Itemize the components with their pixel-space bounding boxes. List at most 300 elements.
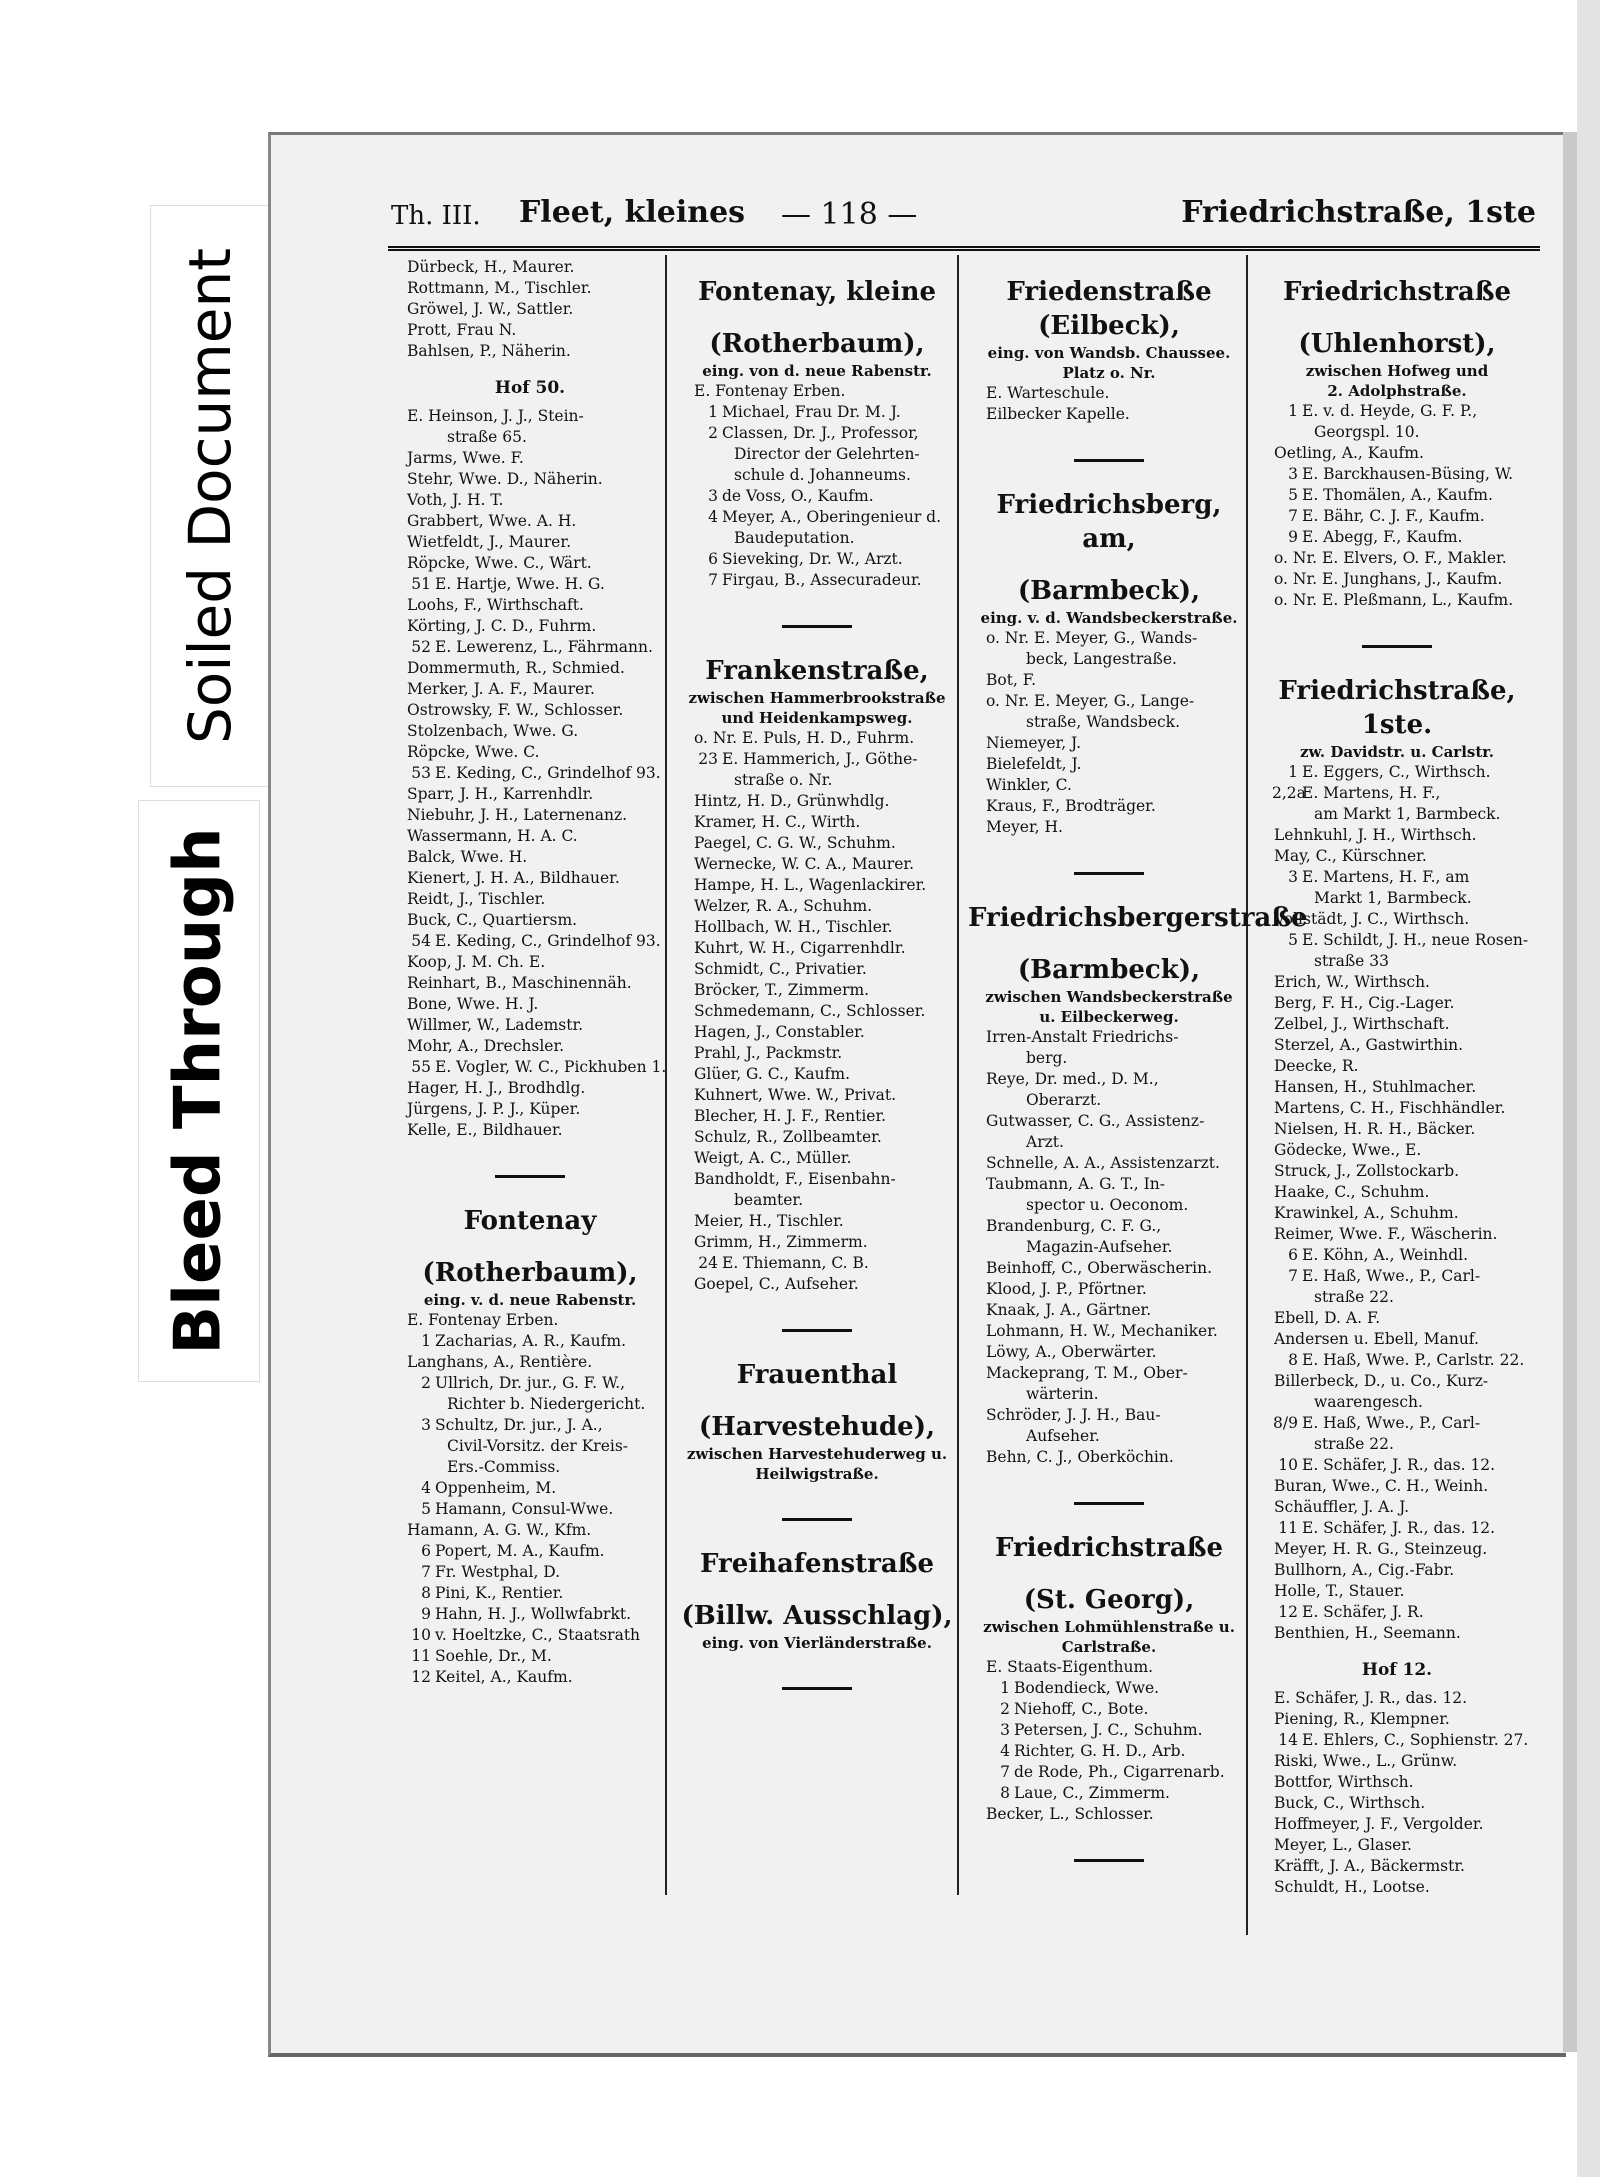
entry-text: Bröcker, T., Zimmerm.	[694, 981, 870, 999]
directory-entry	[676, 749, 958, 770]
street-subheading: zwischen Harvestehuderweg u.	[686, 1445, 948, 1463]
entry-text: Soehle, Dr., M.	[435, 1647, 552, 1665]
entry-text: Zelbel, J., Wirthschaft.	[1274, 1015, 1450, 1033]
directory-entry	[968, 1027, 1250, 1048]
house-number: 8/9	[1273, 1414, 1298, 1432]
entry-text: Schmidt, C., Privatier.	[694, 960, 867, 978]
house-number: 3	[1288, 465, 1298, 483]
section-divider	[1074, 1502, 1144, 1505]
entry-text: Kuhnert, Wwe. W., Privat.	[694, 1086, 897, 1104]
directory-entry	[676, 854, 958, 875]
entry-text: Weigt, A. C., Müller.	[694, 1149, 852, 1167]
directory-entry	[1256, 1455, 1538, 1476]
entry-text: o. Nr. E. Meyer, G., Lange-	[986, 692, 1195, 710]
directory-entry	[1256, 590, 1538, 611]
entry-text: Ers.-Commiss.	[447, 1458, 561, 1476]
directory-entry	[968, 1657, 1250, 1678]
house-number: 11	[1278, 1519, 1298, 1537]
entry-text: Grabbert, Wwe. A. H.	[407, 512, 577, 530]
entry-text: Richter b. Niedergericht.	[447, 1395, 646, 1413]
entry-text: Baudeputation.	[734, 529, 855, 547]
directory-entry	[968, 1258, 1250, 1279]
house-number: 3	[708, 487, 718, 505]
directory-entry	[389, 257, 671, 278]
entry-text: Deecke, R.	[1274, 1057, 1359, 1075]
entry-continuation	[1256, 1287, 1538, 1308]
entry-text: straße o. Nr.	[734, 771, 833, 789]
entry-text: Georgspl. 10.	[1314, 423, 1420, 441]
directory-entry	[676, 549, 958, 570]
directory-entry	[389, 595, 671, 616]
directory-entry	[1256, 1602, 1538, 1623]
court-heading: Hof 12.	[1361, 1660, 1433, 1680]
directory-entry	[1256, 1329, 1538, 1350]
street-subheading: und Heidenkampsweg.	[721, 709, 913, 727]
house-number: 3	[1000, 1721, 1010, 1739]
entry-text: Gutwasser, C. G., Assistenz-	[986, 1112, 1205, 1130]
entry-text: o. Nr. E. Meyer, G., Wands-	[986, 629, 1198, 647]
directory-entry	[676, 381, 958, 402]
house-number: 2	[1000, 1700, 1010, 1718]
entry-text: Koop, J. M. Ch. E.	[407, 953, 546, 971]
entry-text: E. Thomälen, A., Kaufm.	[1302, 486, 1493, 504]
entry-text: Oppenheim, M.	[435, 1479, 557, 1497]
entry-continuation	[389, 1436, 671, 1457]
directory-entry	[676, 570, 958, 591]
directory-entry	[1256, 1539, 1538, 1560]
directory-entry	[968, 1699, 1250, 1720]
entry-continuation	[389, 427, 671, 448]
directory-entry	[1256, 1814, 1538, 1835]
entry-text: Director der Gelehrten-	[734, 445, 920, 463]
entry-text: de Rode, Ph., Cigarrenarb.	[1014, 1763, 1225, 1781]
entry-text: Piening, R., Klempner.	[1274, 1710, 1450, 1728]
entry-text: Keitel, A., Kaufm.	[435, 1668, 573, 1686]
entry-text: E. Thiemann, C. B.	[722, 1254, 869, 1272]
entry-text: Brandenburg, C. F. G.,	[986, 1217, 1162, 1235]
directory-entry	[676, 833, 958, 854]
directory-entry	[1256, 1119, 1538, 1140]
entry-text: Zacharias, A. R., Kaufm.	[435, 1332, 626, 1350]
section-divider	[1362, 645, 1432, 648]
house-number: 9	[421, 1605, 431, 1623]
directory-entry	[968, 1321, 1250, 1342]
street-heading: (Barmbeck),	[1017, 576, 1201, 606]
entry-text: E. Heinson, J. J., Stein-	[407, 407, 584, 425]
entry-text: Buck, C., Quartiersm.	[407, 911, 578, 929]
entry-text: Jarms, Wwe. F.	[407, 449, 524, 467]
directory-entry	[389, 994, 671, 1015]
entry-text: Klood, J. P., Pförtner.	[986, 1280, 1147, 1298]
entry-text: Firgau, B., Assecuradeur.	[722, 571, 922, 589]
entry-text: E. Ehlers, C., Sophienstr. 27.	[1302, 1731, 1529, 1749]
street-subheading: eing. v. d. neue Rabenstr.	[423, 1291, 637, 1309]
directory-entry	[1256, 548, 1538, 569]
directory-entry	[389, 532, 671, 553]
directory-entry	[1256, 1560, 1538, 1581]
entry-text: Aufseher.	[1026, 1427, 1100, 1445]
directory-entry	[676, 728, 958, 749]
entry-text: Michael, Frau Dr. M. J.	[722, 403, 901, 421]
entry-text: o. Nr. E. Junghans, J., Kaufm.	[1274, 570, 1503, 588]
part-label: Th. III.	[391, 201, 481, 231]
directory-entry	[1256, 464, 1538, 485]
directory-entry	[1256, 1182, 1538, 1203]
directory-entry	[968, 1111, 1250, 1132]
directory-entry	[1256, 1623, 1538, 1644]
directory-entry	[1256, 1709, 1538, 1730]
entry-text: Paegel, C. G. W., Schuhm.	[694, 834, 896, 852]
directory-entry	[968, 1804, 1250, 1825]
entry-text: Schultz, Dr. jur., J. A.,	[435, 1416, 603, 1434]
entry-text: Bottfor, Wirthsch.	[1274, 1773, 1414, 1791]
entry-text: Hoffmeyer, J. F., Vergolder.	[1274, 1815, 1484, 1833]
street-heading: Freihafenstraße	[700, 1549, 934, 1579]
entry-text: de Voss, O., Kaufm.	[722, 487, 874, 505]
directory-entry	[676, 917, 958, 938]
directory-entry	[1256, 783, 1538, 804]
entry-text: Röpcke, Wwe. C., Wärt.	[407, 554, 592, 572]
entry-text: Jürgens, J. P. J., Küper.	[407, 1100, 581, 1118]
entry-text: Irren-Anstalt Friedrichs-	[986, 1028, 1179, 1046]
directory-entry	[389, 784, 671, 805]
directory-entry	[389, 1099, 671, 1120]
directory-entry	[968, 1342, 1250, 1363]
entry-text: Wietfeldt, J., Maurer.	[407, 533, 571, 551]
entry-text: Schuldt, H., Lootse.	[1274, 1878, 1430, 1896]
directory-entry	[968, 754, 1250, 775]
directory-entry	[1256, 930, 1538, 951]
directory-entry	[389, 826, 671, 847]
directory-entry	[389, 1415, 671, 1436]
directory-entry	[968, 1720, 1250, 1741]
entry-text: Billerbeck, D., u. Co., Kurz-	[1274, 1372, 1489, 1390]
entry-text: Haake, C., Schuhm.	[1274, 1183, 1430, 1201]
entry-text: Oetling, A., Kaufm.	[1274, 444, 1424, 462]
directory-entry	[389, 910, 671, 931]
entry-continuation	[676, 770, 958, 791]
directory-entry	[1256, 1518, 1538, 1539]
directory-entry	[968, 1405, 1250, 1426]
entry-text: Meyer, L., Glaser.	[1274, 1836, 1412, 1854]
entry-text: E. Abegg, F., Kaufm.	[1302, 528, 1463, 546]
column-2	[676, 257, 958, 1716]
house-number: 7	[1288, 1267, 1298, 1285]
directory-entry	[389, 847, 671, 868]
directory-entry	[1256, 972, 1538, 993]
directory-entry	[676, 1148, 958, 1169]
street-heading: (Harvestehude),	[698, 1412, 936, 1442]
section-divider	[1074, 459, 1144, 462]
entry-text: Reinhart, B., Maschinennäh.	[407, 974, 632, 992]
directory-entry	[676, 507, 958, 528]
entry-text: am Markt 1, Barmbeck.	[1314, 805, 1501, 823]
entry-text: Laue, C., Zimmerm.	[1014, 1784, 1170, 1802]
directory-entry	[968, 1153, 1250, 1174]
entry-text: waarengesch.	[1314, 1393, 1423, 1411]
entry-text: E. Bähr, C. J. F., Kaufm.	[1302, 507, 1485, 525]
directory-entry	[1256, 1014, 1538, 1035]
house-number: 7	[708, 571, 718, 589]
entry-continuation	[968, 1132, 1250, 1153]
directory-entry	[968, 404, 1250, 425]
directory-entry	[389, 490, 671, 511]
street-heading: (St. Georg),	[1023, 1585, 1195, 1615]
directory-entry	[1256, 1224, 1538, 1245]
entry-text: E. Hartje, Wwe. H. G.	[435, 575, 605, 593]
entry-text: v. Hoeltzke, C., Staatsrath	[435, 1626, 641, 1644]
entry-text: Balck, Wwe. H.	[407, 848, 528, 866]
directory-entry	[389, 1478, 671, 1499]
entry-text: Hamann, A. G. W., Kfm.	[407, 1521, 592, 1539]
entry-text: Niebuhr, J. H., Laternenanz.	[407, 806, 628, 824]
entry-text: Hampe, H. L., Wagenlackirer.	[694, 876, 927, 894]
directory-entry	[389, 299, 671, 320]
directory-entry	[676, 402, 958, 423]
entry-text: Bielefeldt, J.	[986, 755, 1082, 773]
directory-entry	[968, 1174, 1250, 1195]
directory-entry	[1256, 1413, 1538, 1434]
house-number: 23	[698, 750, 718, 768]
street-heading: Friedrichstraße	[1282, 277, 1512, 307]
entry-text: Niemeyer, J.	[986, 734, 1081, 752]
street-subheading: zwischen Lohmühlenstraße u.	[983, 1618, 1235, 1636]
entry-text: Meyer, H. R. G., Steinzeug.	[1274, 1540, 1488, 1558]
entry-text: Kelle, E., Bildhauer.	[407, 1121, 563, 1139]
entry-text: E. Warteschule.	[986, 384, 1110, 402]
directory-entry	[389, 973, 671, 994]
right-running-title: Friedrichstraße, 1ste	[1181, 195, 1536, 230]
directory-entry	[389, 278, 671, 299]
street-subheading: zwischen Hammerbrookstraße	[688, 689, 946, 707]
entry-text: o. Nr. E. Puls, H. D., Fuhrm.	[694, 729, 915, 747]
directory-entry	[1256, 1035, 1538, 1056]
entry-text: Stolzenbach, Wwe. G.	[407, 722, 579, 740]
section-divider	[782, 1329, 852, 1332]
header-rule	[388, 246, 1540, 251]
house-number: 2,2a	[1272, 784, 1306, 802]
entry-text: Pini, K., Rentier.	[435, 1584, 564, 1602]
directory-entry	[1256, 1371, 1538, 1392]
entry-text: Knaak, J. A., Gärtner.	[986, 1301, 1152, 1319]
entry-continuation	[389, 1457, 671, 1478]
entry-continuation	[1256, 888, 1538, 909]
entry-text: E. Schildt, J. H., neue Rosen-	[1302, 931, 1529, 949]
entry-text: Lohmann, H. W., Mechaniker.	[986, 1322, 1218, 1340]
entry-text: E. Haß, Wwe., P., Carl-	[1302, 1267, 1481, 1285]
entry-text: Schröder, J. J. H., Bau-	[986, 1406, 1161, 1424]
directory-entry	[676, 486, 958, 507]
directory-entry	[676, 1043, 958, 1064]
house-number: 3	[421, 1416, 431, 1434]
column-4	[1256, 257, 1538, 1898]
entry-continuation	[1256, 804, 1538, 825]
street-heading: Fontenay	[463, 1206, 597, 1236]
house-number: 1	[421, 1332, 431, 1350]
entry-text: Schmedemann, C., Schlosser.	[694, 1002, 926, 1020]
entry-text: Ebell, D. A. F.	[1274, 1309, 1381, 1327]
entry-text: Buran, Wwe., C. H., Weinh.	[1274, 1477, 1489, 1495]
entry-continuation	[676, 528, 958, 549]
directory-entry	[968, 796, 1250, 817]
section-divider	[1074, 1859, 1144, 1862]
entry-text: beck, Langestraße.	[1026, 650, 1177, 668]
entry-continuation	[389, 1394, 671, 1415]
entry-text: Classen, Dr. J., Professor,	[722, 424, 919, 442]
entry-text: Bone, Wwe. H. J.	[407, 995, 539, 1013]
entry-text: Taubmann, A. G. T., In-	[986, 1175, 1165, 1193]
entry-text: Hansen, H., Stuhlmacher.	[1274, 1078, 1477, 1096]
entry-continuation	[676, 465, 958, 486]
section-divider	[782, 1687, 852, 1690]
directory-entry	[676, 1127, 958, 1148]
house-number: 51	[411, 575, 431, 593]
street-heading: (Uhlenhorst),	[1298, 329, 1496, 359]
directory-entry	[676, 875, 958, 896]
entry-text: Schäuffler, J. A. J.	[1274, 1498, 1410, 1516]
entry-text: straße 22.	[1314, 1435, 1394, 1453]
entry-continuation	[1256, 1392, 1538, 1413]
entry-text: Dürbeck, H., Maurer.	[407, 258, 575, 276]
house-number: 8	[1288, 1351, 1298, 1369]
street-heading: Frankenstraße,	[705, 656, 929, 686]
directory-entry	[389, 553, 671, 574]
directory-entry	[389, 616, 671, 637]
house-number: 1	[1288, 763, 1298, 781]
entry-text: Mohr, A., Drechsler.	[407, 1037, 565, 1055]
entry-text: Bodendieck, Wwe.	[1014, 1679, 1160, 1697]
entry-text: Berg, F. H., Cig.-Lager.	[1274, 994, 1455, 1012]
house-number: 8	[1000, 1784, 1010, 1802]
entry-text: E. Schäfer, J. R., das. 12.	[1302, 1519, 1496, 1537]
directory-entry	[1256, 825, 1538, 846]
house-number: 11	[411, 1647, 431, 1665]
directory-entry	[1256, 1056, 1538, 1077]
directory-entry	[1256, 443, 1538, 464]
directory-entry	[389, 469, 671, 490]
entry-text: Kräfft, J. A., Bäckermstr.	[1274, 1857, 1465, 1875]
entry-continuation	[968, 1090, 1250, 1111]
directory-entry	[389, 1583, 671, 1604]
house-number: 6	[421, 1542, 431, 1560]
directory-entry	[676, 1169, 958, 1190]
directory-entry	[389, 1120, 671, 1141]
house-number: 6	[1288, 1246, 1298, 1264]
street-heading: Friedenstraße (Eilbeck),	[1006, 277, 1212, 341]
directory-entry	[389, 1057, 671, 1078]
directory-entry	[676, 1022, 958, 1043]
house-number: 9	[1288, 528, 1298, 546]
entry-text: Lehnkuhl, J. H., Wirthsch.	[1274, 826, 1477, 844]
entry-text: Voth, J. H. T.	[407, 491, 504, 509]
entry-text: Dommermuth, R., Schmied.	[407, 659, 625, 677]
entry-text: Gröwel, J. W., Sattler.	[407, 300, 574, 318]
entry-text: E. Schäfer, J. R., das. 12.	[1302, 1456, 1496, 1474]
directory-entry	[676, 1106, 958, 1127]
street-subheading: zw. Davidstr. u. Carlstr.	[1299, 743, 1495, 761]
street-heading: Friedrichsberg, am,	[996, 490, 1222, 554]
directory-entry	[1256, 1245, 1538, 1266]
entry-text: Körting, J. C. D., Fuhrm.	[407, 617, 597, 635]
entry-text: Markt 1, Barmbeck.	[1314, 889, 1472, 907]
directory-entry	[389, 320, 671, 341]
directory-entry	[389, 1373, 671, 1394]
entry-continuation	[968, 712, 1250, 733]
directory-entry	[1256, 1140, 1538, 1161]
directory-entry	[389, 1499, 671, 1520]
section-divider	[782, 1518, 852, 1521]
directory-entry	[968, 1678, 1250, 1699]
directory-entry	[968, 817, 1250, 838]
entry-text: E. Fontenay Erben.	[407, 1311, 559, 1329]
entry-text: Glüer, G. C., Kaufm.	[694, 1065, 850, 1083]
entry-text: Krawinkel, A., Schuhm.	[1274, 1204, 1459, 1222]
entry-text: E. Haß, Wwe., P., Carl-	[1302, 1414, 1481, 1432]
directory-entry	[389, 721, 671, 742]
section-divider	[782, 625, 852, 628]
entry-text: Benthien, H., Seemann.	[1274, 1624, 1461, 1642]
entry-text: Popert, M. A., Kaufm.	[435, 1542, 605, 1560]
street-subheading: eing. v. d. Wandsbeckerstraße.	[980, 609, 1238, 627]
directory-entry	[389, 742, 671, 763]
directory-entry	[389, 637, 671, 658]
court-heading: Hof 50.	[494, 378, 566, 398]
entry-text: Riski, Wwe., L., Grünw.	[1274, 1752, 1458, 1770]
entry-text: Fr. Westphal, D.	[435, 1563, 561, 1581]
directory-entry	[968, 1279, 1250, 1300]
entry-text: Meyer, A., Oberingenieur d.	[722, 508, 942, 526]
section-divider	[495, 1175, 565, 1178]
entry-continuation	[968, 1195, 1250, 1216]
entry-text: E. Keding, C., Grindelhof 93.	[435, 764, 661, 782]
street-subheading: zwischen Wandsbeckerstraße	[985, 988, 1233, 1006]
entry-continuation	[968, 1048, 1250, 1069]
house-number: 3	[1288, 868, 1298, 886]
entry-text: Hahn, H. J., Wollwfabrkt.	[435, 1605, 631, 1623]
entry-text: Reimer, Wwe. F., Wäscherin.	[1274, 1225, 1498, 1243]
directory-entry	[1256, 1751, 1538, 1772]
entry-text: Stehr, Wwe. D., Näherin.	[407, 470, 603, 488]
house-number: 1	[1000, 1679, 1010, 1697]
entry-text: Welzer, R. A., Schuhm.	[694, 897, 873, 915]
street-heading: Friedrichstraße	[994, 1533, 1224, 1563]
directory-entry	[968, 775, 1250, 796]
directory-entry	[676, 1064, 958, 1085]
entry-text: Holle, T., Stauer.	[1274, 1582, 1405, 1600]
entry-text: Magazin-Aufseher.	[1026, 1238, 1173, 1256]
directory-entry	[1256, 1098, 1538, 1119]
directory-entry	[389, 805, 671, 826]
entry-text: Willmer, W., Lademstr.	[407, 1016, 584, 1034]
street-heading: (Barmbeck),	[1017, 955, 1201, 985]
entry-continuation	[968, 1237, 1250, 1258]
entry-text: Buck, C., Wirthsch.	[1274, 1794, 1426, 1812]
entry-text: Hintz, H. D., Grünwhdlg.	[694, 792, 890, 810]
street-subheading: Carlstraße.	[1061, 1638, 1157, 1656]
entry-text: Civil-Vorsitz. der Kreis-	[447, 1437, 629, 1455]
street-heading: (Rotherbaum),	[709, 329, 925, 359]
entry-text: Kuhrt, W. H., Cigarrenhdlr.	[694, 939, 906, 957]
entry-text: Hagen, J., Constabler.	[694, 1023, 865, 1041]
directory-entry	[968, 1300, 1250, 1321]
directory-entry	[389, 341, 671, 362]
directory-entry	[389, 511, 671, 532]
entry-text: Gödecke, Wwe., E.	[1274, 1141, 1422, 1159]
entry-text: Oberarzt.	[1026, 1091, 1102, 1109]
house-number: 7	[421, 1563, 431, 1581]
house-number: 10	[1278, 1456, 1298, 1474]
entry-text: Andersen u. Ebell, Manuf.	[1274, 1330, 1479, 1348]
